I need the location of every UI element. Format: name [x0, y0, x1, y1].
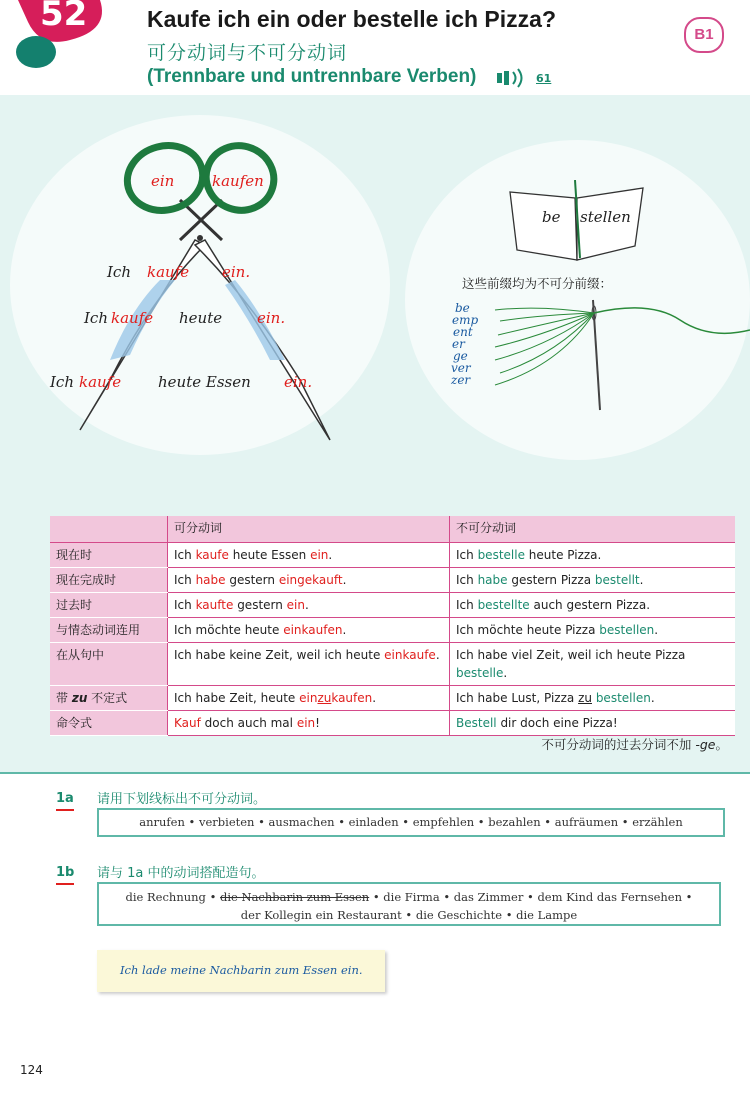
prefix-item: emp [452, 313, 479, 327]
exercise-instruction: 请用下划线标出不可分动词。 [97, 792, 267, 807]
chapter-number: 52 [40, 0, 88, 34]
row-label: 与情态动词连用 [50, 618, 168, 643]
page-number: 124 [20, 1063, 43, 1077]
scissor-row3-prefix: ein. [284, 373, 313, 391]
level-badge: B1 [684, 17, 724, 53]
separable-cell: Ich kaufe heute Essen ein. [168, 543, 450, 568]
separable-cell: Ich möchte heute einkaufen. [168, 618, 450, 643]
speaker-icon[interactable] [497, 68, 531, 88]
separable-cell: Ich kaufte gestern ein. [168, 593, 450, 618]
prefix-list [450, 302, 478, 386]
row-label: 命令式 [50, 711, 168, 736]
row-label: 在从句中 [50, 643, 168, 686]
table-row [50, 643, 735, 686]
prefix-item: er [452, 337, 465, 351]
table-row [50, 568, 735, 593]
exercise-instruction: 请与 1a 中的动词搭配造句。 [97, 866, 265, 881]
inseparable-cell: Ich habe gestern Pizza bestellt. [450, 568, 736, 593]
subtitle-german: (Trennbare und untrennbare Verben) [147, 66, 477, 87]
book-stem: stellen [580, 208, 631, 226]
prefix-item: ge [453, 349, 468, 363]
inseparable-cell: Bestell dir doch eine Pizza! [450, 711, 736, 736]
separable-cell: Kauf doch auch mal ein! [168, 711, 450, 736]
scissor-row3-subject: Ich [50, 373, 74, 391]
scissor-row2-middle: heute [179, 309, 223, 327]
scissor-row3-middle: heute Essen [158, 373, 251, 391]
scissor-row1-verb: kaufe [147, 263, 190, 281]
scissor-row1-subject: Ich [107, 263, 131, 281]
book-prefix: be [542, 208, 561, 226]
section-divider [0, 772, 750, 774]
word-line: der Kollegin ein Restaurant • die Geschichte • die Lampe [240, 908, 578, 922]
scissor-row2-prefix: ein. [257, 309, 286, 327]
exercise-1b [56, 861, 74, 880]
scissor-row2-verb: kaufe [111, 309, 154, 327]
table-row [50, 686, 735, 711]
subtitle-chinese: 可分动词与不可分动词 [147, 42, 348, 64]
row-label: 过去时 [50, 593, 168, 618]
exercise-1a [56, 787, 74, 806]
scissor-row1-prefix: ein. [222, 263, 251, 281]
inseparable-cell: Ich habe Lust, Pizza zu bestellen. [450, 686, 736, 711]
inseparable-cell: Ich möchte heute Pizza bestellen. [450, 618, 736, 643]
prefix-item: be [455, 301, 470, 315]
needle-thread-illustration [470, 295, 750, 415]
example-answer: Ich lade meine Nachbarin zum Essen ein. [120, 963, 363, 977]
scissor-row2-subject: Ich [84, 309, 108, 327]
table-row [50, 711, 735, 736]
scissor-handle-left-word: ein [151, 172, 175, 190]
scissor-row3-verb: kaufe [79, 373, 122, 391]
scissor-handle-right-word: kaufen [212, 172, 264, 190]
column-header-inseparable: 不可分动词 [450, 516, 736, 543]
prefix-item: ent [453, 325, 473, 339]
inseparable-cell: Ich bestellte auch gestern Pizza. [450, 593, 736, 618]
row-label: 现在时 [50, 543, 168, 568]
prefix-item: ver [451, 361, 471, 375]
table-header-row [50, 516, 735, 543]
prefix-item: zer [451, 373, 471, 387]
table-row [50, 593, 735, 618]
verb-comparison-table [50, 516, 735, 736]
inseparable-cell: Ich bestelle heute Pizza. [450, 543, 736, 568]
inseparable-cell: Ich habe viel Zeit, weil ich heute Pizza bestelle. [450, 643, 736, 686]
exercise-number: 1b [56, 865, 74, 885]
audio-track-number[interactable]: 61 [536, 72, 552, 85]
scissors-illustration [0, 130, 400, 450]
column-header-separable: 可分动词 [168, 516, 450, 543]
word-box-1a: anrufen • verbieten • ausmachen • einladen • empfehlen • bezahlen • aufräumen • erzählen [97, 808, 725, 837]
prefix-caption: 这些前缀均为不可分前缀： [462, 276, 613, 291]
page-title: Kaufe ich ein oder bestelle ich Pizza? [147, 6, 557, 32]
row-label: 带 zu 不定式 [50, 686, 168, 711]
row-label: 现在完成时 [50, 568, 168, 593]
participle-note: 不可分动词的过去分词不加 -ge。 [541, 737, 728, 752]
word-line: die Rechnung • die Nachbarin zum Essen • die Firma • das Zimmer • dem Kind das Fernsehen • [125, 890, 693, 904]
separable-cell: Ich habe keine Zeit, weil ich heute einkaufe. [168, 643, 450, 686]
table-row [50, 543, 735, 568]
table-corner [50, 516, 168, 543]
separable-cell: Ich habe gestern eingekauft. [168, 568, 450, 593]
word-box-1b [97, 882, 721, 926]
table-row [50, 618, 735, 643]
separable-cell: Ich habe Zeit, heute einzukaufen. [168, 686, 450, 711]
exercise-number: 1a [56, 791, 74, 811]
